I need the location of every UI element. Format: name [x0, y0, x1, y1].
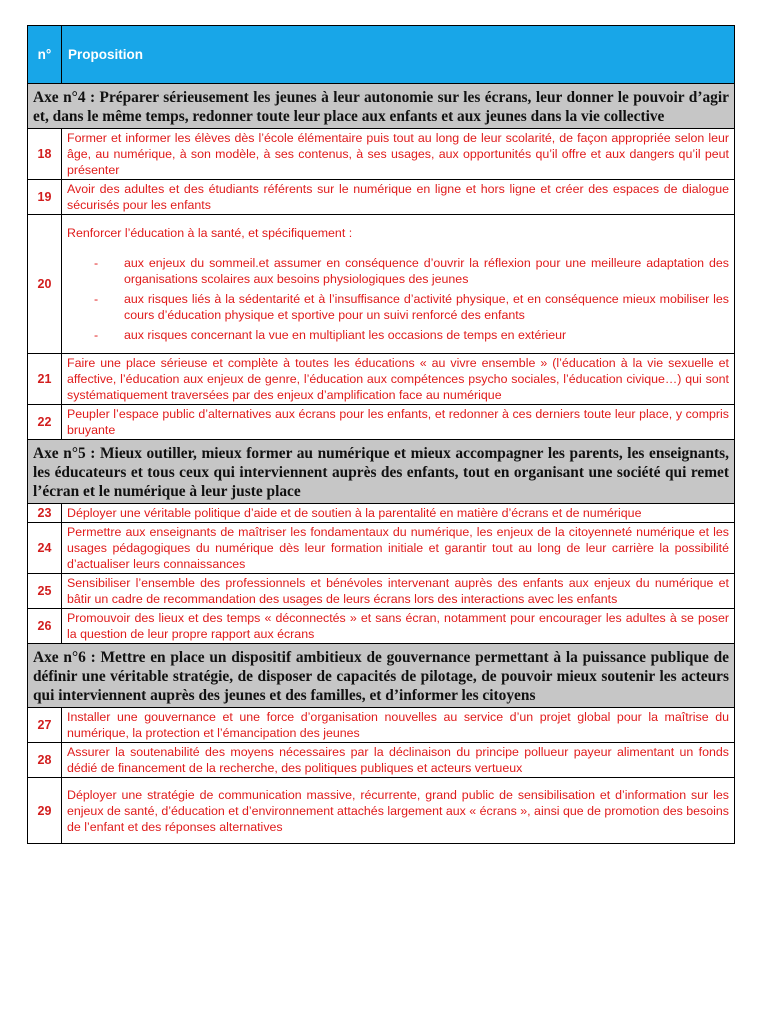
- list-item-text: aux risques liés à la sédentarité et à l’insuffisance d’activité physique, et en conséquence mieux mobiliser les cours d’éducation physique et sportive pour un suivi renforcé des enfants: [124, 292, 729, 322]
- table-row: [28, 778, 735, 844]
- axis-5-row: [28, 440, 735, 504]
- proposition-number: 25: [28, 574, 62, 609]
- proposition-text: Promouvoir des lieux et des temps « déconnectés » et sans écran, notamment pour encourager les adultes à se poser la question de leur propre rapport aux écrans: [62, 609, 735, 644]
- table-row: [28, 708, 735, 743]
- proposition-number: 28: [28, 743, 62, 778]
- proposition-number: 18: [28, 129, 62, 180]
- proposition-number: 20: [28, 215, 62, 354]
- table-row: [28, 609, 735, 644]
- dash-bullet: -: [94, 328, 99, 342]
- list-item-text: aux enjeux du sommeil.et assumer en conséquence d’ouvrir la réflexion pour une meilleure adaptation des organisations scolaires aux besoins physiologiques des jeunes: [124, 256, 729, 286]
- axis-4-row: [28, 84, 735, 129]
- proposition-text: Avoir des adultes et des étudiants référents sur le numérique en ligne et hors ligne et créer des espaces de dialogue sécurisés pour les enfants: [62, 180, 735, 215]
- proposition-text: [62, 215, 735, 354]
- proposition-text: Assurer la soutenabilité des moyens nécessaires par la déclinaison du principe pollueur payeur alimentant un fonds dédié de financement de la recherche, des politiques publiques et acteurs vertueux: [62, 743, 735, 778]
- list-item: [67, 255, 729, 287]
- header-proposition: Proposition: [62, 26, 735, 84]
- table-row: [28, 405, 735, 440]
- table-row: [28, 129, 735, 180]
- proposition-intro: Renforcer l’éducation à la santé, et spécifiquement :: [67, 226, 353, 240]
- proposition-number: 29: [28, 778, 62, 844]
- sub-list: [67, 255, 729, 343]
- proposition-number: 19: [28, 180, 62, 215]
- table-row: [28, 743, 735, 778]
- proposition-text: Peupler l’espace public d’alternatives aux écrans pour les enfants, et redonner à ces derniers toute leur place, y compris bruyante: [62, 405, 735, 440]
- table-row: [28, 354, 735, 405]
- table-header-row: [28, 26, 735, 84]
- axis-title: Axe n°4 : Préparer sérieusement les jeunes à leur autonomie sur les écrans, leur donner le pouvoir d’agir et, dans le même temps, redonner toute leur place aux enfants et aux jeunes dans la vie collective: [28, 84, 735, 129]
- list-item: [67, 327, 729, 343]
- proposition-number: 26: [28, 609, 62, 644]
- proposition-text: Faire une place sérieuse et complète à toutes les éducations « au vivre ensemble » (l’éducation à la vie sexuelle et affective, l’éducation aux enjeux de genre, l’éducation aux compétences psycho sociales, l’éducation civique…) qui sont systématiquement traversées par des enjeux d’amplification face au numérique: [62, 354, 735, 405]
- proposition-number: 23: [28, 504, 62, 523]
- proposition-text: Déployer une stratégie de communication massive, récurrente, grand public de sensibilisation et d’information sur les enjeux de santé, d’éducation et d’environnement attachés largement aux « écrans », ainsi que de promotion des besoins de l’enfant et des réponses alternatives: [62, 778, 735, 844]
- dash-bullet: -: [94, 256, 99, 270]
- proposition-text: Permettre aux enseignants de maîtriser les fondamentaux du numérique, les enjeux de la citoyenneté numérique et les usages pédagogiques du numérique dès leur formation initiale et garantir tout au long de leur carrière la possibilité d’actualiser leurs connaissances: [62, 523, 735, 574]
- table-row: [28, 574, 735, 609]
- table-row: [28, 215, 735, 354]
- proposition-number: 22: [28, 405, 62, 440]
- list-item-text: aux risques concernant la vue en multipliant les occasions de temps en extérieur: [124, 328, 567, 342]
- list-item: [67, 291, 729, 323]
- header-number: n°: [28, 26, 62, 84]
- propositions-table: [27, 25, 735, 844]
- proposition-text: Sensibiliser l’ensemble des professionnels et bénévoles intervenant auprès des enfants aux enjeux du numérique et bâtir un cadre de recommandation des usages de leurs écrans lors des interactions avec les enfants: [62, 574, 735, 609]
- axis-title: Axe n°5 : Mieux outiller, mieux former au numérique et mieux accompagner les parents, les enseignants, les éducateurs et tous ceux qui interviennent auprès des enfants, tout en organisant une société qui remet l’écran et le numérique à leur juste place: [28, 440, 735, 504]
- proposition-number: 27: [28, 708, 62, 743]
- propositions-document: [27, 25, 734, 844]
- table-row: [28, 180, 735, 215]
- proposition-text: Installer une gouvernance et une force d’organisation nouvelles au service d’un projet global pour la maîtrise du numérique, la protection et l’émancipation des jeunes: [62, 708, 735, 743]
- axis-title: Axe n°6 : Mettre en place un dispositif ambitieux de gouvernance permettant à la puissance publique de définir une véritable stratégie, de disposer de capacités de pilotage, de pouvoir mieux soutenir les acteurs qui interviennent auprès des jeunes et des familles, et d’informer les citoyens: [28, 644, 735, 708]
- proposition-number: 21: [28, 354, 62, 405]
- proposition-text: Déployer une véritable politique d’aide et de soutien à la parentalité en matière d’écrans et de numérique: [62, 504, 735, 523]
- axis-6-row: [28, 644, 735, 708]
- table-row: [28, 523, 735, 574]
- proposition-number: 24: [28, 523, 62, 574]
- proposition-text: Former et informer les élèves dès l’école élémentaire puis tout au long de leur scolarité, de façon appropriée selon leur âge, au numérique, à son modèle, à ses contenus, à ses usages, aux opportunités qu’il offre et aux dangers qu’il peut présenter: [62, 129, 735, 180]
- dash-bullet: -: [94, 292, 99, 306]
- table-row: [28, 504, 735, 523]
